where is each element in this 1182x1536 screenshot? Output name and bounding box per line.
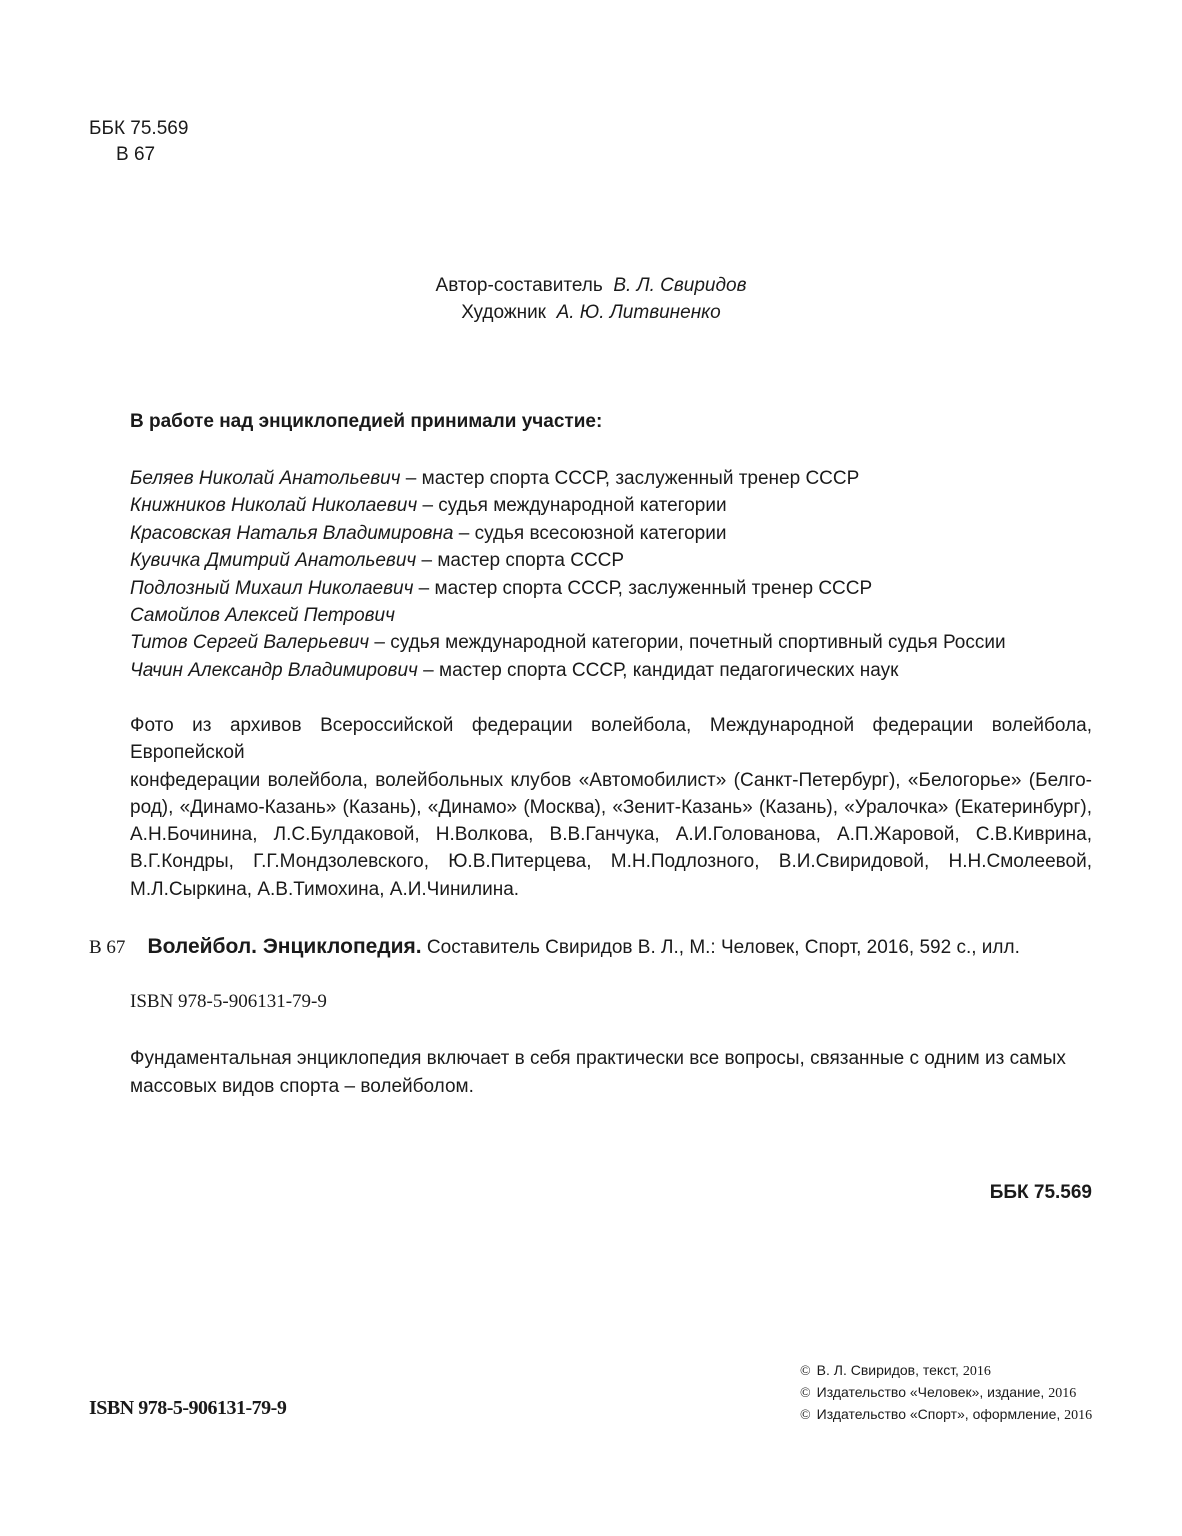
author-label: Автор-составитель <box>435 275 603 296</box>
bottom-isbn: ISBN 978-5-906131-79-9 <box>89 1397 287 1419</box>
author-line <box>0 272 1182 299</box>
copyright-line <box>800 1360 1092 1382</box>
photo-credits-line: В.Г.Кондры, Г.Г.Мондзолевского, Ю.В.Питерцева, М.Н.Подлозного, В.И.Свиридовой, Н.Н.Смолеевой, <box>130 851 1092 873</box>
contributor-row <box>130 492 1006 519</box>
contributor-role: – мастер спорта СССР, кандидат педагогических наук <box>417 659 899 681</box>
contributor-name: Самойлов Алексей Петрович <box>130 605 395 627</box>
contributor-role: – мастер спорта СССР <box>416 550 625 572</box>
photo-credits-line: М.Л.Сыркина, А.В.Тимохина, А.И.Чинилина. <box>130 878 520 900</box>
contributor-row <box>130 575 1006 602</box>
catalog-entry <box>89 933 1020 961</box>
copyright-text: Издательство «Человек», издание, <box>816 1384 1049 1400</box>
contributor-role: – судья всесоюзной категории <box>453 522 727 544</box>
photo-credits-paragraph <box>130 712 1092 903</box>
copyright-symbol: © <box>800 1364 811 1379</box>
contributor-name: Подлозный Михаил Николаевич <box>130 577 414 599</box>
copyright-year: 2016 <box>962 1364 991 1379</box>
abstract-paragraph <box>130 1045 1092 1100</box>
credits-block <box>0 272 1182 326</box>
contributor-row <box>130 465 1006 492</box>
copyright-year: 2016 <box>1048 1386 1077 1401</box>
contributor-row <box>130 629 1006 656</box>
photo-credits-line: конфедерации волейбола, волейбольных клубов «Автомобилист» (Санкт-Петербург), «Белогорье» (Белго- <box>130 769 1092 791</box>
top-catalog-block <box>89 116 188 168</box>
copyright-year: 2016 <box>1064 1408 1093 1423</box>
book-title: Волейбол. Энциклопедия. <box>147 935 422 958</box>
contributors-heading: В работе над энциклопедией принимали участие: <box>130 411 603 432</box>
copyright-text: В. Л. Свиридов, текст, <box>816 1362 963 1378</box>
copyright-symbol: © <box>800 1408 811 1423</box>
contributor-role: – мастер спорта СССР, заслуженный тренер СССР <box>413 577 873 599</box>
photo-credits-line: род), «Динамо-Казань» (Казань), «Динамо» (Москва), «Зенит-Казань» (Казань), «Уралочка» (Екатеринбург), <box>130 796 1092 818</box>
contributor-row <box>130 520 1006 547</box>
contributor-name: Книжников Николай Николаевич <box>130 495 418 517</box>
copyright-text: Издательство «Спорт», оформление, <box>816 1406 1065 1422</box>
abstract-line: Фундаментальная энциклопедия включает в себя практически все вопросы, связанные с одним из самых <box>130 1048 1066 1069</box>
artist-name: А. Ю. Литвиненко <box>556 302 721 323</box>
copyright-line <box>800 1382 1092 1404</box>
bottom-bbk-code: ББК 75.569 <box>989 1182 1092 1203</box>
photo-credits-line: Фото из архивов Всероссийской федерации волейбола, Международной федерации волейбола, Европейской <box>130 715 1092 764</box>
contributor-row <box>130 602 1006 629</box>
copyright-symbol: © <box>800 1386 811 1401</box>
contributor-role: – мастер спорта СССР, заслуженный тренер СССР <box>400 468 860 489</box>
top-bbk-code: ББК 75.569 <box>89 118 189 139</box>
contributor-role: – судья международной категории, почетный спортивный судья России <box>369 632 1006 654</box>
copyright-line <box>800 1404 1092 1426</box>
abstract-line: массовых видов спорта – волейболом. <box>130 1075 474 1097</box>
contributor-name: Чачин Александр Владимирович <box>130 659 418 681</box>
artist-label: Художник <box>461 302 546 323</box>
author-name: В. Л. Свиридов <box>613 275 747 296</box>
contributors-list <box>130 465 1006 684</box>
isbn-line: ISBN 978-5-906131-79-9 <box>130 991 327 1012</box>
catalog-code: В 67 <box>89 937 126 958</box>
contributor-name: Кувичка Дмитрий Анатольевич <box>130 550 417 572</box>
contributor-row <box>130 657 1006 684</box>
contributor-name: Беляев Николай Анатольевич <box>130 468 401 489</box>
photo-credits-line: А.Н.Бочинина, Л.С.Булдаковой, Н.Волкова, В.В.Ганчука, А.И.Голованова, А.П.Жаровой, С.В.Киврина, <box>130 824 1092 846</box>
top-author-code: В 67 <box>116 144 156 165</box>
copyright-block <box>800 1360 1092 1426</box>
contributor-row <box>130 547 1006 574</box>
contributor-name: Красовская Наталья Владимировна <box>130 522 454 544</box>
contributor-name: Титов Сергей Валерьевич <box>130 632 370 654</box>
contributor-role: – судья международной категории <box>417 495 727 517</box>
artist-line <box>0 299 1182 326</box>
book-details: Составитель Свиридов В. Л., М.: Человек, Спорт, 2016, 592 с., илл. <box>421 937 1020 958</box>
